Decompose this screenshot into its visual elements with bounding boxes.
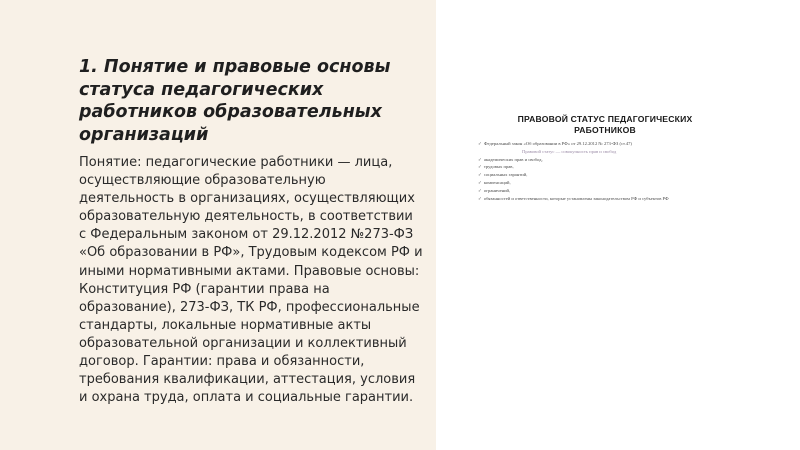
document-line-law [478, 140, 724, 148]
document-line-2 [478, 163, 724, 171]
checkmark-icon: ✓ [478, 141, 482, 146]
document-line-1 [478, 156, 724, 164]
checkmark-icon: ✓ [478, 164, 482, 170]
slide-body-text: Понятие: педагогические работники — лица, осуществляющие образовательную деятельность в организациях, осуществляющих образовательную деятельность, в соответствии с Федеральным законом от 29.12.2012 №273-ФЗ «Об образовании в РФ», Трудовым кодексом РФ и иными нормативными актами. Правовые основы: Конституция РФ (гарантии права на образование), 273-ФЗ, ТК РФ, профессиональные стандарты, локальные нормативные акты образовательной организации и коллективный договор. Гарантии: права и обязанности, требования квалификации, аттестация, условия и охрана труда, оплата и социальные гарантии. [79, 155, 423, 406]
checkmark-icon: ✓ [478, 156, 482, 162]
document-title: ПРАВОВОЙ СТАТУС ПЕДАГОГИЧЕСКИХ РАБОТНИКОВ [517, 114, 693, 135]
document-line-3 [478, 171, 724, 179]
document-line-text: обязанностей и ответственности, которые установлены законодательством РФ и субъектов РФ [483, 195, 669, 201]
document-body [478, 140, 724, 202]
document-line-text: трудовых прав, [483, 164, 514, 170]
document-line-6 [478, 195, 724, 203]
document-line-text: социальных гарантий, [483, 172, 528, 178]
document-line-4 [478, 179, 724, 187]
slide-heading: 1. Понятие и правовые основы статуса педагогических работников образовательных организаций [79, 57, 391, 145]
checkmark-icon: ✓ [478, 179, 482, 185]
document-line-text: академических прав и свобод, [483, 156, 543, 162]
document-line-5 [478, 187, 724, 195]
document-line-text: компенсаций, [483, 179, 511, 185]
document-line-text: Федеральный закон «Об образовании в РФ» от 29.12.2012 № 273-ФЗ (ст.47) [483, 141, 632, 146]
checkmark-icon: ✓ [478, 187, 482, 193]
document-line-sub: Правовой статус — совокупность прав и свобод [522, 148, 617, 154]
checkmark-icon: ✓ [478, 172, 482, 178]
document-line-text: ограничений, [483, 187, 511, 193]
checkmark-icon: ✓ [478, 195, 482, 201]
document-image-panel [436, 0, 800, 450]
